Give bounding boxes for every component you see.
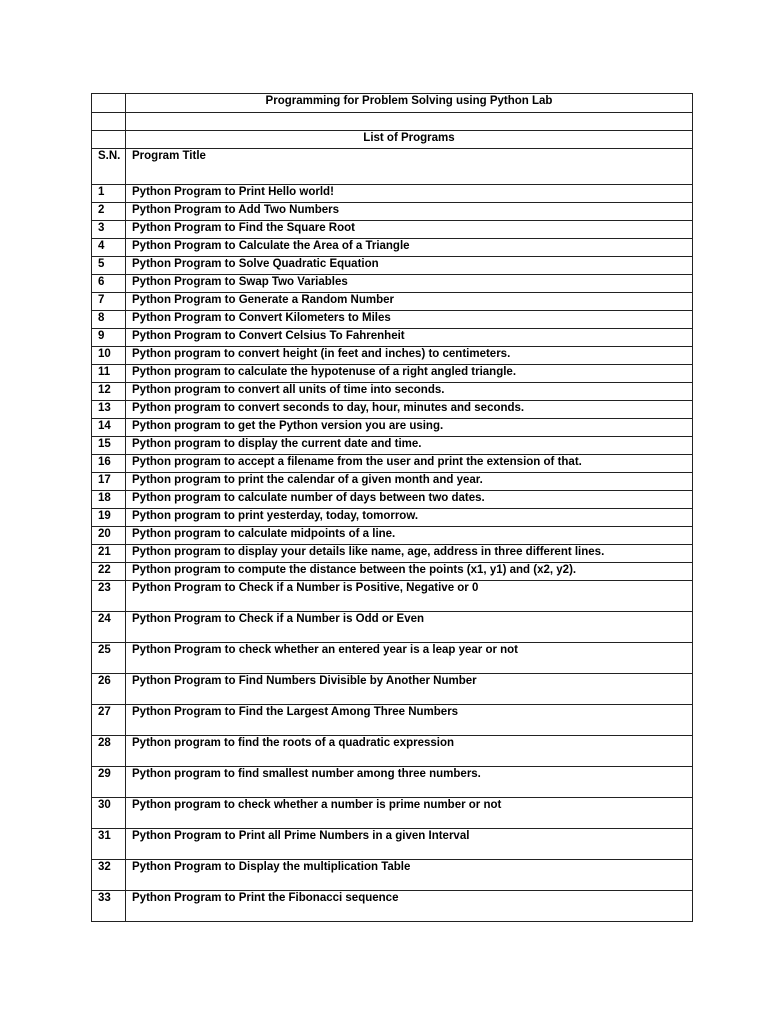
program-row <box>92 612 693 643</box>
program-title: Python program to calculate midpoints of a line. <box>126 527 693 545</box>
program-title: Python Program to Generate a Random Number <box>126 293 693 311</box>
program-title: Python Program to check whether an entered year is a leap year or not <box>126 643 693 674</box>
program-number: 23 <box>92 581 126 612</box>
program-row <box>92 203 693 221</box>
program-title: Python program to convert height (in feet and inches) to centimeters. <box>126 347 693 365</box>
program-number: 15 <box>92 437 126 455</box>
program-row <box>92 473 693 491</box>
program-title: Python Program to Find the Largest Among Three Numbers <box>126 705 693 736</box>
program-number: 25 <box>92 643 126 674</box>
program-number: 22 <box>92 563 126 581</box>
program-row <box>92 383 693 401</box>
course-title: Programming for Problem Solving using Python Lab <box>126 94 693 113</box>
blank-cell <box>92 94 126 113</box>
program-number: 19 <box>92 509 126 527</box>
program-row <box>92 860 693 891</box>
program-number: 4 <box>92 239 126 257</box>
program-title: Python Program to Check if a Number is Odd or Even <box>126 612 693 643</box>
blank-cell <box>92 131 126 149</box>
program-row <box>92 829 693 860</box>
program-number: 32 <box>92 860 126 891</box>
program-number: 31 <box>92 829 126 860</box>
program-row <box>92 239 693 257</box>
program-title: Python Program to Add Two Numbers <box>126 203 693 221</box>
program-title: Python Program to Convert Celsius To Fahrenheit <box>126 329 693 347</box>
blank-cell <box>126 113 693 131</box>
program-number: 10 <box>92 347 126 365</box>
program-row <box>92 545 693 563</box>
program-row <box>92 329 693 347</box>
program-number: 24 <box>92 612 126 643</box>
program-number: 27 <box>92 705 126 736</box>
program-title: Python program to compute the distance between the points (x1, y1) and (x2, y2). <box>126 563 693 581</box>
program-title: Python program to display the current date and time. <box>126 437 693 455</box>
program-title: Python program to display your details like name, age, address in three different lines. <box>126 545 693 563</box>
program-row <box>92 563 693 581</box>
program-number: 17 <box>92 473 126 491</box>
program-title: Python program to get the Python version you are using. <box>126 419 693 437</box>
program-number: 26 <box>92 674 126 705</box>
program-title: Python program to print yesterday, today, tomorrow. <box>126 509 693 527</box>
program-number: 6 <box>92 275 126 293</box>
program-row <box>92 437 693 455</box>
program-number: 9 <box>92 329 126 347</box>
program-number: 21 <box>92 545 126 563</box>
program-row <box>92 311 693 329</box>
program-number: 8 <box>92 311 126 329</box>
program-row <box>92 767 693 798</box>
program-row <box>92 257 693 275</box>
program-number: 14 <box>92 419 126 437</box>
program-title: Python Program to Check if a Number is Positive, Negative or 0 <box>126 581 693 612</box>
program-title: Python program to check whether a number is prime number or not <box>126 798 693 829</box>
program-row <box>92 293 693 311</box>
blank-cell <box>92 113 126 131</box>
program-row <box>92 581 693 612</box>
program-number: 29 <box>92 767 126 798</box>
program-title: Python Program to Find the Square Root <box>126 221 693 239</box>
program-row <box>92 401 693 419</box>
program-number: 33 <box>92 891 126 922</box>
program-row <box>92 185 693 203</box>
program-row <box>92 509 693 527</box>
program-row <box>92 705 693 736</box>
program-number: 1 <box>92 185 126 203</box>
program-number: 30 <box>92 798 126 829</box>
program-title: Python program to find smallest number among three numbers. <box>126 767 693 798</box>
program-number: 28 <box>92 736 126 767</box>
program-title: Python program to print the calendar of a given month and year. <box>126 473 693 491</box>
program-row <box>92 455 693 473</box>
program-number: 18 <box>92 491 126 509</box>
program-row <box>92 891 693 922</box>
program-row <box>92 221 693 239</box>
program-row <box>92 491 693 509</box>
program-row <box>92 798 693 829</box>
program-title: Python Program to Find Numbers Divisible by Another Number <box>126 674 693 705</box>
program-title: Python Program to Display the multiplication Table <box>126 860 693 891</box>
program-row <box>92 674 693 705</box>
program-title: Python program to accept a filename from the user and print the extension of that. <box>126 455 693 473</box>
program-row <box>92 347 693 365</box>
program-number: 16 <box>92 455 126 473</box>
program-row <box>92 419 693 437</box>
program-number: 2 <box>92 203 126 221</box>
program-list-table <box>91 93 693 922</box>
program-title: Python Program to Swap Two Variables <box>126 275 693 293</box>
sn-column-header: S.N. <box>92 149 126 185</box>
program-number: 5 <box>92 257 126 275</box>
title-column-header: Program Title <box>126 149 693 185</box>
program-title: Python Program to Solve Quadratic Equation <box>126 257 693 275</box>
program-row <box>92 736 693 767</box>
program-number: 20 <box>92 527 126 545</box>
program-title: Python program to convert all units of time into seconds. <box>126 383 693 401</box>
program-row <box>92 365 693 383</box>
column-header-row <box>92 149 693 185</box>
blank-row <box>92 113 693 131</box>
course-title-row <box>92 94 693 113</box>
program-title: Python Program to Print the Fibonacci sequence <box>126 891 693 922</box>
program-number: 11 <box>92 365 126 383</box>
program-title: Python program to find the roots of a quadratic expression <box>126 736 693 767</box>
program-title: Python Program to Print all Prime Numbers in a given Interval <box>126 829 693 860</box>
program-title: Python Program to Print Hello world! <box>126 185 693 203</box>
program-title: Python Program to Convert Kilometers to Miles <box>126 311 693 329</box>
program-number: 13 <box>92 401 126 419</box>
program-title: Python program to convert seconds to day, hour, minutes and seconds. <box>126 401 693 419</box>
list-title-row <box>92 131 693 149</box>
program-title: Python program to calculate number of days between two dates. <box>126 491 693 509</box>
program-title: Python program to calculate the hypotenuse of a right angled triangle. <box>126 365 693 383</box>
program-title: Python Program to Calculate the Area of a Triangle <box>126 239 693 257</box>
program-row <box>92 275 693 293</box>
program-number: 12 <box>92 383 126 401</box>
program-number: 3 <box>92 221 126 239</box>
program-row <box>92 527 693 545</box>
program-number: 7 <box>92 293 126 311</box>
program-row <box>92 643 693 674</box>
list-title: List of Programs <box>126 131 693 149</box>
